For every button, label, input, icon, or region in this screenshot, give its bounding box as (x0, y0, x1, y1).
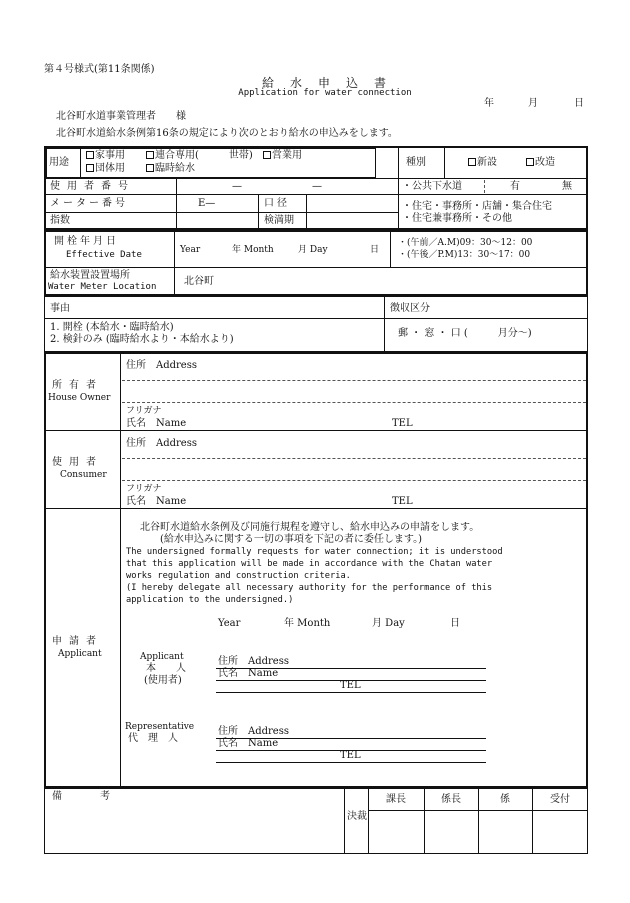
applicant-label-en: Applicant (58, 649, 102, 659)
header-year: 年 (484, 98, 494, 109)
effective-year: Year (180, 245, 201, 255)
time-pm: ・(午後／P.M)13：30〜17：00 (398, 250, 531, 260)
representative-name-label: 氏名 Name (218, 738, 279, 749)
representative-address-label: 住所 Address (218, 726, 289, 737)
user-number-dash-1: — (232, 181, 242, 192)
representative-jp: 代 理 人 (128, 733, 178, 744)
user-number-label: 使用者番号 (50, 181, 135, 192)
addressee: 北谷町水道事業管理者 様 (56, 111, 186, 122)
checkbox[interactable] (146, 151, 154, 159)
indicator-label: 指数 (50, 215, 70, 226)
declaration-en (126, 546, 503, 606)
applicant-self-note: (使用者) (144, 675, 182, 686)
declaration-en-1: The undersigned formally requests for water connection; it is understood (126, 547, 503, 557)
owner-name-label: 氏名 Name (126, 418, 187, 429)
owner-address-label: 住所 Address (126, 360, 197, 371)
owner-furigana-label: フリガナ (126, 406, 162, 416)
form-title: 給 水 申 込 書 (261, 76, 388, 90)
type-option-change[interactable]: 改造 (526, 157, 555, 169)
applicant-day-end: 日 (450, 618, 460, 629)
applicant-year: Year (218, 618, 241, 629)
location-label-en: Water Meter Location (48, 282, 157, 292)
owner-label-en: House Owner (48, 393, 111, 403)
applicant-self-jp: 本 人 (146, 663, 186, 674)
sewer-yes[interactable]: 有 (510, 181, 520, 192)
consumer-label: 使用者 (52, 457, 103, 468)
location-label: 給水装置設置場所 (50, 270, 130, 281)
remarks-label: 備 考 (52, 791, 112, 802)
consumer-tel-label: TEL (392, 496, 413, 507)
diameter-label: 口径 (264, 198, 290, 209)
type-label: 種別 (406, 157, 426, 168)
applicant-address-label: 住所 Address (218, 656, 289, 667)
collection-label: 徴収区分 (390, 303, 430, 314)
applicant-self-en: Applicant (140, 652, 184, 662)
usage-label: 用途 (49, 157, 69, 168)
declaration-en-3: works regulation and construction criteria. (126, 571, 351, 581)
header-day: 日 (574, 98, 584, 109)
owner-label: 所有者 (52, 380, 103, 391)
consumer-name-label: 氏名 Name (126, 496, 187, 507)
usage-option-shared[interactable]: 連合専用( 世帯) (146, 150, 253, 162)
building-type-2: ・住宅兼事務所・その他 (402, 213, 512, 224)
consumer-furigana-label: フリガナ (126, 484, 162, 494)
declaration-en-5: application to the undersigned.) (126, 595, 294, 605)
usage-option-business[interactable]: 営業用 (263, 150, 302, 162)
applicant-name-label: 氏名 Name (218, 668, 279, 679)
checkbox[interactable] (146, 164, 154, 172)
meter-number-label: メーター番号 (50, 198, 128, 209)
applicant-month: 年 Month (284, 618, 331, 629)
effective-date-label: 開栓年月日 (54, 236, 119, 247)
time-am: ・(午前／A.M)09：30〜12：00 (398, 238, 533, 248)
usage-option-group[interactable]: 団体用 (86, 163, 125, 175)
checkbox[interactable] (86, 151, 94, 159)
approval-col-manager: 課長 (386, 794, 406, 805)
applicant-day: 月 Day (372, 618, 405, 629)
form-number: 第４号様式(第11条関係) (44, 64, 155, 75)
inspection-label: 検満期 (264, 215, 294, 226)
sewer-label: ・公共下水道 (402, 181, 462, 192)
sewer-no[interactable]: 無 (562, 181, 572, 192)
checkbox[interactable] (468, 158, 476, 166)
effective-date-label-en: Effective Date (66, 250, 142, 260)
approval-col-reception: 受付 (550, 794, 570, 805)
approval-col-chief: 係長 (441, 794, 461, 805)
applicant-label: 申請者 (52, 636, 103, 647)
reason-item-2: 2. 検針のみ (臨時給水より・本給水より) (50, 334, 234, 345)
effective-day: 月 Day (298, 245, 328, 255)
building-type-1: ・住宅・事務所・店舗・集合住宅 (402, 201, 552, 212)
consumer-address-label: 住所 Address (126, 438, 197, 449)
collection-value: 郵 ・ 窓 ・ 口 ( 月分〜) (398, 328, 532, 339)
usage-option-household[interactable]: 家事用 (86, 150, 125, 162)
type-option-new[interactable]: 新設 (468, 157, 497, 169)
meter-number-prefix: E— (198, 198, 216, 209)
intro-text: 北谷町水道給水条例第16条の規定により次のとおり給水の申込みをします。 (56, 128, 398, 139)
effective-month: 年 Month (232, 245, 274, 255)
consumer-label-en: Consumer (60, 470, 107, 480)
applicant-tel-label: TEL (340, 680, 361, 691)
header-month: 月 (528, 98, 538, 109)
location-value: 北谷町 (184, 276, 214, 287)
effective-day-end: 日 (370, 245, 380, 255)
checkbox[interactable] (263, 151, 271, 159)
form-title-en: Application for water connection (238, 88, 412, 98)
checkbox[interactable] (526, 158, 534, 166)
declaration-en-2: that this application will be made in accordance with the Chatan water (126, 559, 493, 569)
checkbox[interactable] (86, 164, 94, 172)
usage-option-temporary[interactable]: 臨時給水 (146, 163, 195, 175)
reason-item-1: 1. 開栓 (本給水・臨時給水) (50, 322, 174, 333)
representative-tel-label: TEL (340, 750, 361, 761)
decision-label: 決裁 (347, 811, 367, 822)
reason-label: 事由 (50, 303, 70, 314)
representative-en: Representative (125, 722, 195, 732)
user-number-dash-2: — (312, 181, 322, 192)
declaration-en-4: (I hereby delegate all necessary authority for the performance of this (126, 583, 493, 593)
declaration-jp-1: 北谷町水道給水条例及び同施行規程を遵守し、給水申込みの申請をします。 (140, 522, 480, 533)
owner-tel-label: TEL (392, 418, 413, 429)
approval-col-staff: 係 (500, 794, 510, 805)
declaration-jp-2: (給水申込みに関する一切の事項を下記の者に委任します。) (160, 534, 423, 545)
